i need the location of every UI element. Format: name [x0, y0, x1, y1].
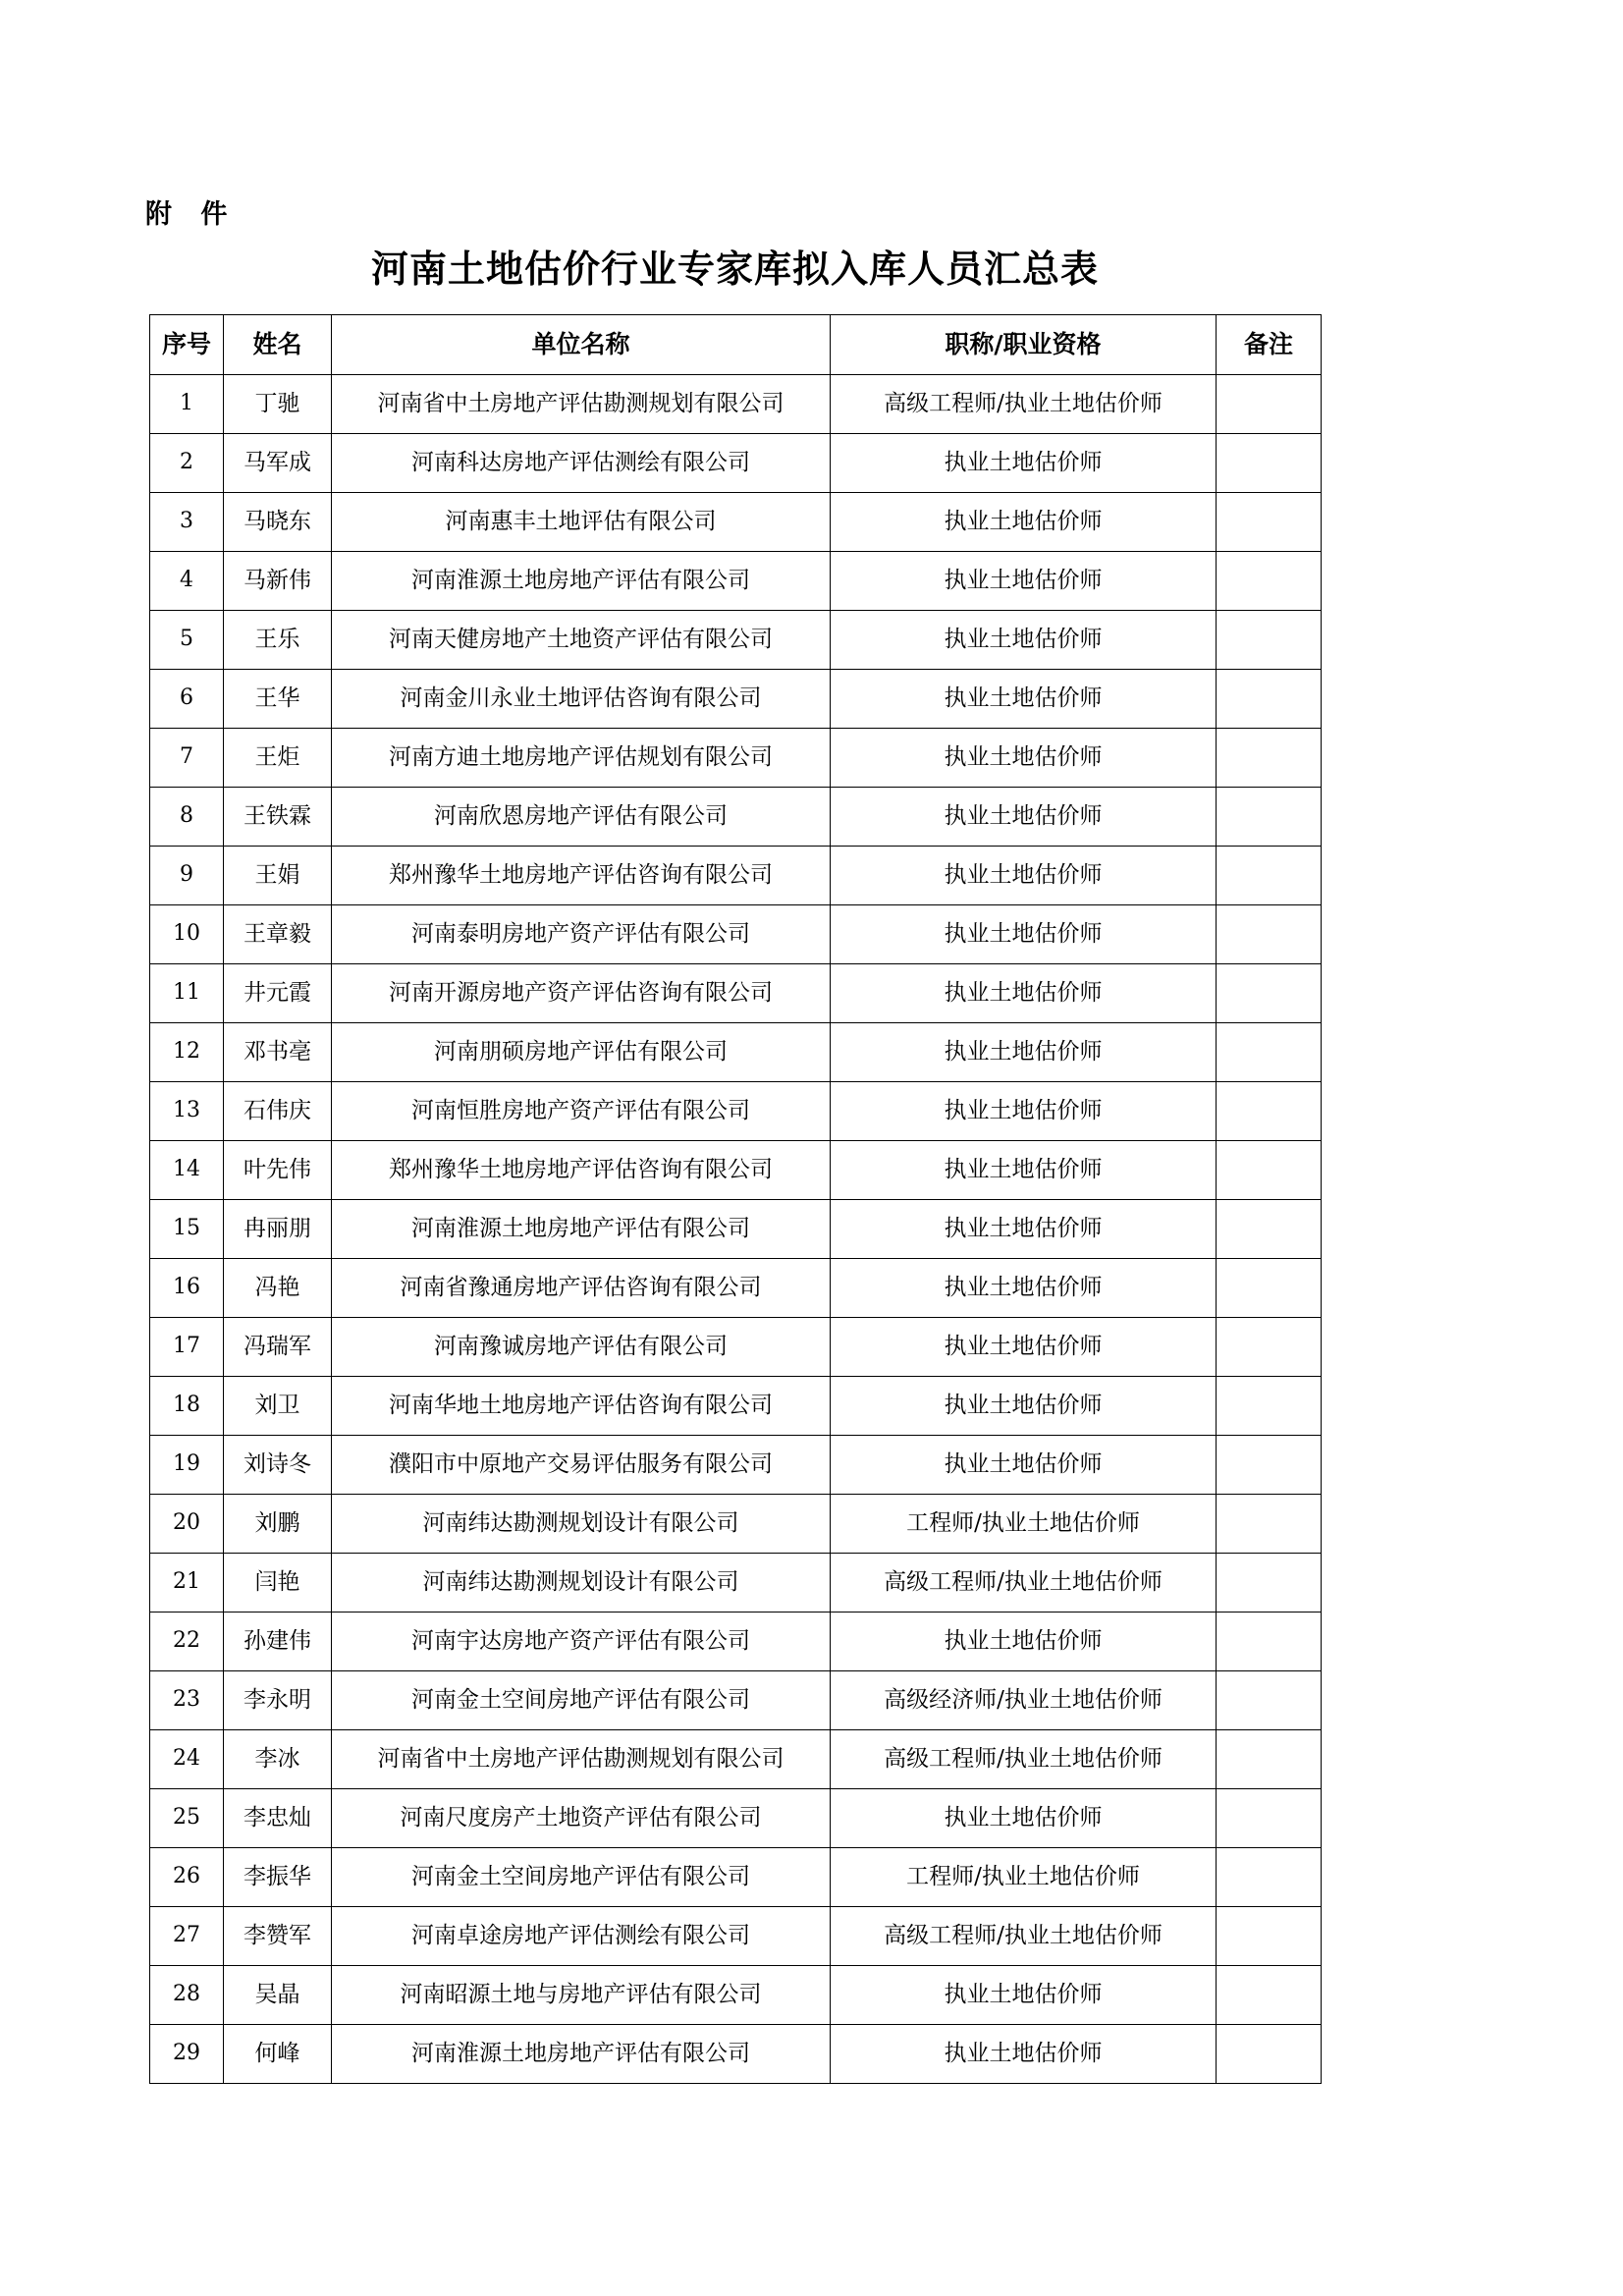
cell-index: 14	[150, 1141, 224, 1200]
cell-name: 李振华	[224, 1848, 332, 1907]
cell-unit: 河南省中土房地产评估勘测规划有限公司	[332, 375, 831, 434]
cell-remark	[1217, 1377, 1322, 1436]
cell-unit: 河南淮源土地房地产评估有限公司	[332, 2025, 831, 2084]
table-row	[150, 375, 1322, 434]
cell-remark	[1217, 434, 1322, 493]
table-row	[150, 729, 1322, 788]
roster-table-container	[149, 314, 1321, 2084]
cell-remark	[1217, 1200, 1322, 1259]
cell-unit: 河南欣恩房地产评估有限公司	[332, 788, 831, 847]
cell-index: 26	[150, 1848, 224, 1907]
cell-index: 2	[150, 434, 224, 493]
cell-unit: 河南天健房地产土地资产评估有限公司	[332, 611, 831, 670]
cell-name: 马晓东	[224, 493, 332, 552]
cell-unit: 郑州豫华土地房地产评估咨询有限公司	[332, 847, 831, 905]
cell-remark	[1217, 1966, 1322, 2025]
cell-unit: 河南宇达房地产资产评估有限公司	[332, 1613, 831, 1671]
table-row	[150, 1730, 1322, 1789]
cell-name: 马军成	[224, 434, 332, 493]
column-header-name: 姓名	[224, 315, 332, 375]
cell-name: 孙建伟	[224, 1613, 332, 1671]
table-row	[150, 1023, 1322, 1082]
table-header-row	[150, 315, 1322, 375]
cell-remark	[1217, 611, 1322, 670]
cell-name: 李忠灿	[224, 1789, 332, 1848]
cell-remark	[1217, 1613, 1322, 1671]
cell-index: 6	[150, 670, 224, 729]
table-row	[150, 1966, 1322, 2025]
cell-index: 27	[150, 1907, 224, 1966]
cell-index: 20	[150, 1495, 224, 1554]
cell-name: 邓书亳	[224, 1023, 332, 1082]
cell-name: 冉丽朋	[224, 1200, 332, 1259]
cell-remark	[1217, 1495, 1322, 1554]
cell-remark	[1217, 1671, 1322, 1730]
cell-name: 刘诗冬	[224, 1436, 332, 1495]
cell-title: 高级工程师/执业土地估价师	[831, 1554, 1217, 1613]
attachment-label: 附 件	[145, 199, 238, 230]
cell-title: 执业土地估价师	[831, 1789, 1217, 1848]
cell-title: 执业土地估价师	[831, 1377, 1217, 1436]
cell-index: 29	[150, 2025, 224, 2084]
cell-title: 执业土地估价师	[831, 1259, 1217, 1318]
table-row	[150, 1671, 1322, 1730]
cell-title: 执业土地估价师	[831, 729, 1217, 788]
cell-name: 何峰	[224, 2025, 332, 2084]
cell-unit: 濮阳市中原地产交易评估服务有限公司	[332, 1436, 831, 1495]
cell-index: 17	[150, 1318, 224, 1377]
cell-index: 9	[150, 847, 224, 905]
table-row	[150, 1495, 1322, 1554]
cell-remark	[1217, 1789, 1322, 1848]
cell-index: 3	[150, 493, 224, 552]
cell-unit: 河南淮源土地房地产评估有限公司	[332, 552, 831, 611]
cell-unit: 河南尺度房产土地资产评估有限公司	[332, 1789, 831, 1848]
cell-remark	[1217, 1907, 1322, 1966]
cell-index: 25	[150, 1789, 224, 1848]
table-row	[150, 1907, 1322, 1966]
cell-unit: 河南泰明房地产资产评估有限公司	[332, 905, 831, 964]
cell-name: 石伟庆	[224, 1082, 332, 1141]
cell-name: 李赞军	[224, 1907, 332, 1966]
cell-remark	[1217, 1141, 1322, 1200]
cell-name: 王华	[224, 670, 332, 729]
table-row	[150, 2025, 1322, 2084]
cell-name: 闫艳	[224, 1554, 332, 1613]
cell-index: 21	[150, 1554, 224, 1613]
cell-remark	[1217, 905, 1322, 964]
cell-unit: 河南朋硕房地产评估有限公司	[332, 1023, 831, 1082]
column-header-unit: 单位名称	[332, 315, 831, 375]
cell-index: 24	[150, 1730, 224, 1789]
cell-index: 8	[150, 788, 224, 847]
table-row	[150, 493, 1322, 552]
cell-title: 执业土地估价师	[831, 611, 1217, 670]
cell-title: 执业土地估价师	[831, 1436, 1217, 1495]
page-title: 河南土地估价行业专家库拟入库人员汇总表	[370, 246, 1099, 291]
cell-name: 吴晶	[224, 1966, 332, 2025]
cell-title: 高级工程师/执业土地估价师	[831, 375, 1217, 434]
cell-index: 23	[150, 1671, 224, 1730]
cell-name: 冯瑞军	[224, 1318, 332, 1377]
cell-name: 刘卫	[224, 1377, 332, 1436]
cell-name: 井元霞	[224, 964, 332, 1023]
table-row	[150, 1082, 1322, 1141]
cell-title: 高级工程师/执业土地估价师	[831, 1907, 1217, 1966]
cell-index: 7	[150, 729, 224, 788]
table-row	[150, 1377, 1322, 1436]
cell-name: 王章毅	[224, 905, 332, 964]
cell-unit: 河南惠丰土地评估有限公司	[332, 493, 831, 552]
cell-unit: 河南省中土房地产评估勘测规划有限公司	[332, 1730, 831, 1789]
cell-unit: 河南方迪土地房地产评估规划有限公司	[332, 729, 831, 788]
cell-title: 执业土地估价师	[831, 670, 1217, 729]
cell-index: 13	[150, 1082, 224, 1141]
cell-remark	[1217, 493, 1322, 552]
table-row	[150, 611, 1322, 670]
cell-name: 丁驰	[224, 375, 332, 434]
cell-title: 执业土地估价师	[831, 1200, 1217, 1259]
cell-name: 王娟	[224, 847, 332, 905]
cell-unit: 河南淮源土地房地产评估有限公司	[332, 1200, 831, 1259]
cell-title: 执业土地估价师	[831, 493, 1217, 552]
cell-title: 执业土地估价师	[831, 788, 1217, 847]
cell-name: 王乐	[224, 611, 332, 670]
cell-unit: 河南金川永业土地评估咨询有限公司	[332, 670, 831, 729]
cell-remark	[1217, 552, 1322, 611]
cell-index: 10	[150, 905, 224, 964]
cell-title: 执业土地估价师	[831, 434, 1217, 493]
cell-index: 15	[150, 1200, 224, 1259]
cell-name: 王铁霖	[224, 788, 332, 847]
cell-index: 1	[150, 375, 224, 434]
cell-remark	[1217, 1554, 1322, 1613]
cell-index: 11	[150, 964, 224, 1023]
cell-name: 王炬	[224, 729, 332, 788]
cell-title: 高级工程师/执业土地估价师	[831, 1730, 1217, 1789]
cell-unit: 河南开源房地产资产评估咨询有限公司	[332, 964, 831, 1023]
cell-remark	[1217, 1082, 1322, 1141]
cell-unit: 河南卓途房地产评估测绘有限公司	[332, 1907, 831, 1966]
column-header-title: 职称/职业资格	[831, 315, 1217, 375]
cell-remark	[1217, 847, 1322, 905]
cell-remark	[1217, 670, 1322, 729]
cell-unit: 河南华地土地房地产评估咨询有限公司	[332, 1377, 831, 1436]
cell-unit: 河南昭源土地与房地产评估有限公司	[332, 1966, 831, 2025]
column-header-index: 序号	[150, 315, 224, 375]
cell-title: 执业土地估价师	[831, 905, 1217, 964]
cell-unit: 河南纬达勘测规划设计有限公司	[332, 1554, 831, 1613]
column-header-remark: 备注	[1217, 315, 1322, 375]
cell-name: 马新伟	[224, 552, 332, 611]
cell-index: 18	[150, 1377, 224, 1436]
table-row	[150, 964, 1322, 1023]
cell-title: 高级经济师/执业土地估价师	[831, 1671, 1217, 1730]
cell-name: 叶先伟	[224, 1141, 332, 1200]
table-row	[150, 434, 1322, 493]
cell-title: 执业土地估价师	[831, 1966, 1217, 2025]
cell-title: 执业土地估价师	[831, 2025, 1217, 2084]
table-row	[150, 847, 1322, 905]
table-row	[150, 1259, 1322, 1318]
cell-name: 冯艳	[224, 1259, 332, 1318]
table-body	[150, 375, 1322, 2084]
cell-remark	[1217, 1259, 1322, 1318]
cell-title: 执业土地估价师	[831, 1082, 1217, 1141]
table-row	[150, 1318, 1322, 1377]
cell-name: 李冰	[224, 1730, 332, 1789]
cell-unit: 河南省豫通房地产评估咨询有限公司	[332, 1259, 831, 1318]
cell-title: 执业土地估价师	[831, 1023, 1217, 1082]
cell-title: 执业土地估价师	[831, 1613, 1217, 1671]
cell-unit: 河南豫诚房地产评估有限公司	[332, 1318, 831, 1377]
cell-title: 工程师/执业土地估价师	[831, 1495, 1217, 1554]
cell-title: 执业土地估价师	[831, 847, 1217, 905]
cell-title: 执业土地估价师	[831, 552, 1217, 611]
cell-remark	[1217, 375, 1322, 434]
table-row	[150, 670, 1322, 729]
cell-index: 4	[150, 552, 224, 611]
cell-remark	[1217, 1023, 1322, 1082]
cell-unit: 河南纬达勘测规划设计有限公司	[332, 1495, 831, 1554]
table-row	[150, 552, 1322, 611]
table-row	[150, 1200, 1322, 1259]
cell-unit: 河南金土空间房地产评估有限公司	[332, 1671, 831, 1730]
expert-roster-table	[149, 314, 1322, 2084]
cell-remark	[1217, 964, 1322, 1023]
cell-index: 22	[150, 1613, 224, 1671]
cell-title: 工程师/执业土地估价师	[831, 1848, 1217, 1907]
cell-remark	[1217, 1848, 1322, 1907]
table-row	[150, 788, 1322, 847]
cell-name: 李永明	[224, 1671, 332, 1730]
cell-remark	[1217, 1318, 1322, 1377]
cell-index: 28	[150, 1966, 224, 2025]
table-row	[150, 905, 1322, 964]
cell-title: 执业土地估价师	[831, 964, 1217, 1023]
cell-remark	[1217, 1436, 1322, 1495]
cell-remark	[1217, 1730, 1322, 1789]
table-row	[150, 1436, 1322, 1495]
cell-index: 12	[150, 1023, 224, 1082]
table-row	[150, 1789, 1322, 1848]
table-row	[150, 1848, 1322, 1907]
cell-unit: 河南金土空间房地产评估有限公司	[332, 1848, 831, 1907]
cell-title: 执业土地估价师	[831, 1318, 1217, 1377]
cell-index: 5	[150, 611, 224, 670]
cell-remark	[1217, 788, 1322, 847]
cell-title: 执业土地估价师	[831, 1141, 1217, 1200]
cell-remark	[1217, 2025, 1322, 2084]
cell-index: 16	[150, 1259, 224, 1318]
cell-unit: 河南科达房地产评估测绘有限公司	[332, 434, 831, 493]
cell-index: 19	[150, 1436, 224, 1495]
cell-unit: 河南恒胜房地产资产评估有限公司	[332, 1082, 831, 1141]
table-row	[150, 1554, 1322, 1613]
cell-unit: 郑州豫华土地房地产评估咨询有限公司	[332, 1141, 831, 1200]
cell-remark	[1217, 729, 1322, 788]
table-row	[150, 1141, 1322, 1200]
table-header	[150, 315, 1322, 375]
cell-name: 刘鹏	[224, 1495, 332, 1554]
table-row	[150, 1613, 1322, 1671]
